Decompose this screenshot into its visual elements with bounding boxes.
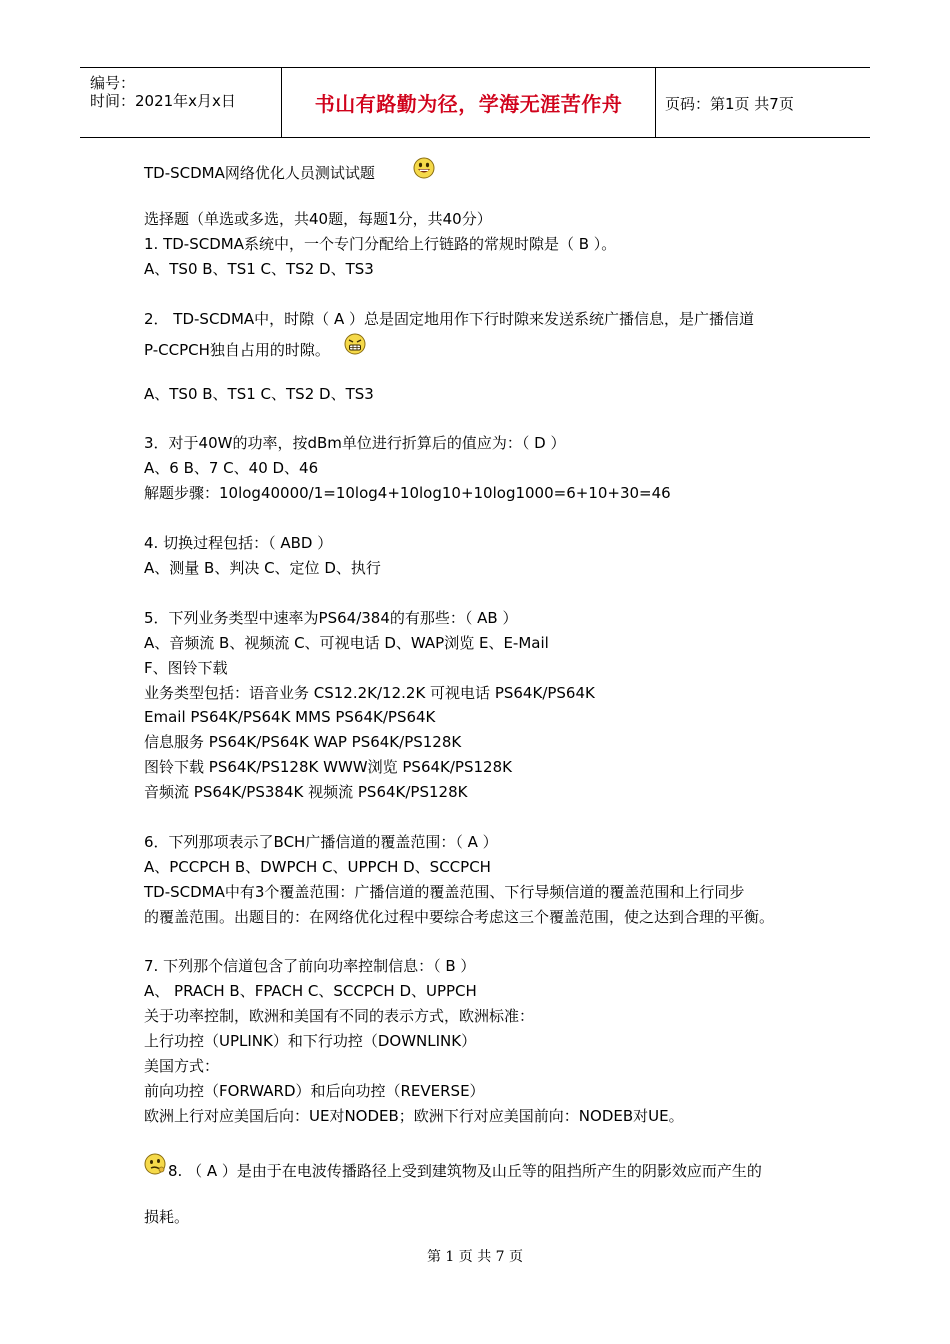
question-6-note-1: TD-SCDMA中有3个覆盖范围：广播信道的覆盖范围、下行导频信道的覆盖范围和上行同步 [144,883,745,901]
smile-emoji-icon [413,157,435,179]
question-7-note-3: 美国方式： [144,1057,220,1075]
question-3-options: A、6 B、7 C、40 D、46 [144,459,319,477]
question-6-note-2: 的覆盖范围。出题目的：在网络优化过程中要综合考虑这三个覆盖范围，使之达到合理的平衡。 [144,908,775,926]
question-7: 7. 下列那个信道包含了前向功率控制信息：（ B ） [144,957,476,975]
document-title: TD-SCDMA网络优化人员测试试题 [144,164,375,182]
question-5: 5．下列业务类型中速率为PS64/384的有那些：（ AB ） [144,609,518,627]
thinking-emoji-icon [144,1153,166,1175]
header-motto: 书山有路勤为径，学海无涯苦作舟 [314,92,623,116]
question-1-options: A、TS0 B、TS1 C、TS2 D、TS3 [144,260,374,278]
question-2-continued: P-CCPCH独自占用的时隙。 [144,341,330,359]
question-5-note-3: 信息服务 PS64K/PS64K WAP PS64K/PS128K [144,733,462,751]
question-1: 1. TD-SCDMA系统中，一个专门分配给上行链路的常规时隙是（ B ）。 [144,235,617,253]
question-7-note-4: 前向功控（FORWARD）和后向功控（REVERSE） [144,1082,485,1100]
question-7-note-2: 上行功控（UPLINK）和下行功控（DOWNLINK） [144,1032,477,1050]
question-4-options: A、测量 B、判决 C、定位 D、执行 [144,559,381,577]
question-4: 4. 切换过程包括：（ ABD ） [144,534,333,552]
question-5-options: A、音频流 B、视频流 C、可视电话 D、WAP浏览 E、E-Mail [144,634,549,652]
question-6: 6．下列那项表示了BCH广播信道的覆盖范围：（ A ） [144,833,498,851]
question-6-options: A、PCCPCH B、DWPCH C、UPPCH D、SCCPCH [144,858,491,876]
document-date: 时间：2021年x月x日 [90,92,236,110]
question-2-options: A、TS0 B、TS1 C、TS2 D、TS3 [144,385,374,403]
section-heading: 选择题（单选或多选，共40题，每题1分，共40分） [144,210,492,228]
question-8-continued: 损耗。 [144,1208,190,1226]
header-table [80,67,870,138]
question-5-note-1: 业务类型包括：语音业务 CS12.2K/12.2K 可视电话 PS64K/PS64K [144,684,595,702]
grimace-emoji-icon [344,333,366,355]
question-7-note-5: 欧洲上行对应美国后向：UE对NODEB；欧洲下行对应美国前向：NODEB对UE。 [144,1107,684,1125]
question-3-solution: 解题步骤：10log40000/1=10log4+10log10+10log1000=6+10+30=46 [144,484,671,502]
page-footer: 第 1 页 共 7 页 [426,1249,524,1265]
document-number-label: 编号： [90,74,136,92]
question-5-note-2: Email PS64K/PS64K MMS PS64K/PS64K [144,708,436,726]
question-2: 2． TD-SCDMA中，时隙（ A ）总是固定地用作下行时隙来发送系统广播信息，是广播信道 [144,310,754,328]
header-page-cell [656,68,870,137]
header-motto-cell [281,68,656,137]
question-7-options: A、 PRACH B、FPACH C、SCCPCH D、UPPCH [144,982,477,1000]
question-5-options-continued: F、图铃下载 [144,659,228,677]
header-page-info: 页码：第1页 共7页 [665,95,794,113]
question-7-note-1: 关于功率控制，欧洲和美国有不同的表示方式，欧洲标准： [144,1007,535,1025]
question-3: 3．对于40W的功率，按dBm单位进行折算后的值应为：（ D ） [144,434,566,452]
question-8: 8. （ A ）是由于在电波传播路径上受到建筑物及山丘等的阻挡所产生的阴影效应而产生的 [168,1162,762,1180]
question-5-note-5: 音频流 PS64K/PS384K 视频流 PS64K/PS128K [144,783,468,801]
question-5-note-4: 图铃下载 PS64K/PS128K WWW浏览 PS64K/PS128K [144,758,512,776]
header-info-cell [80,68,280,137]
